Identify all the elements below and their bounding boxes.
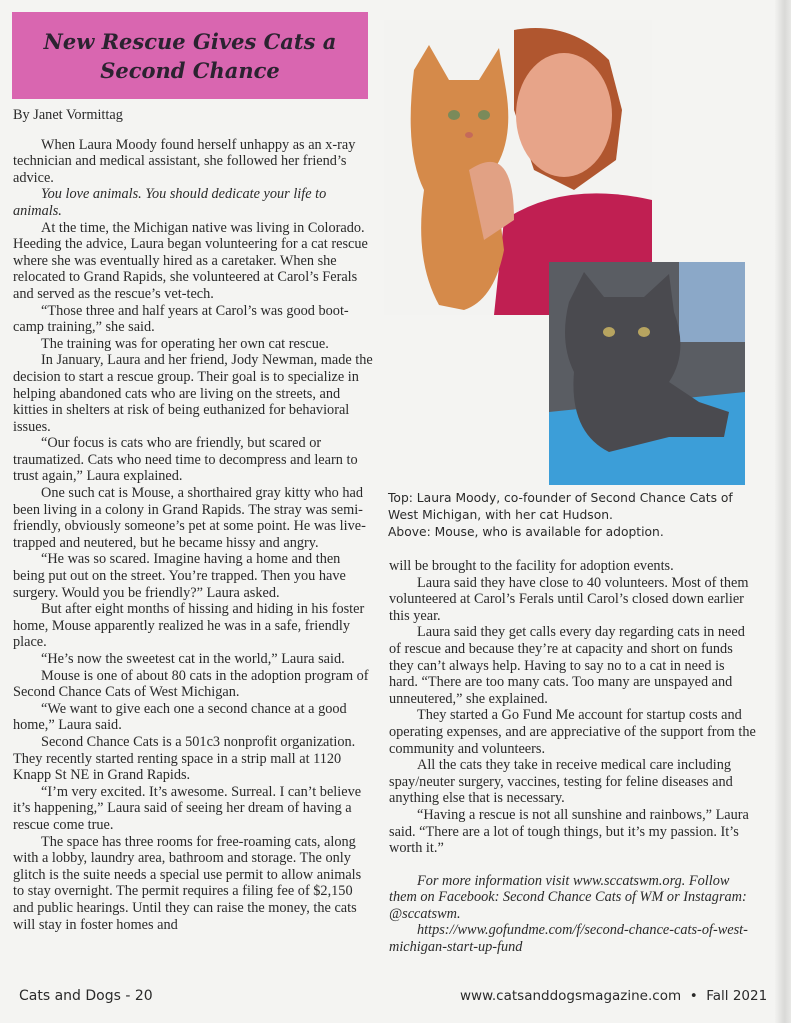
article-title: New Rescue Gives Cats a Second Chance [43,28,337,83]
right-column [389,558,757,956]
gofundme-link[interactable]: https://www.gofundme.com/f/second-chance-cats-of-west-michigan-start-up-fund [389,922,748,956]
paragraph: They started a Go Fund Me account for startup costs and operating expenses, and are appreciative of the support from the community and volunteers. [389,707,756,757]
paragraph: One such cat is Mouse, a shorthaired gray kitty who had been living in a colony in Grand Rapids. The stray was semi-friendly, obviously someone’s pet at some point. He was live-trapped and neutered, but he became hissy and angry. [13,485,366,551]
photo-caption [388,490,758,541]
caption-above: Above: Mouse, who is available for adoption. [388,525,664,539]
paragraph: “Our focus is cats who are friendly, but scared or traumatized. Cats who need time to decompress and learn to trust again,” Laura explained. [13,435,358,485]
photo-illustration [549,262,745,485]
footer-page-number: Cats and Dogs - 20 [19,988,153,1004]
paragraph: “Having a rescue is not all sunshine and rainbows,” Laura said. “There are a lot of tough things, but it’s my passion. It’s worth it.” [389,806,749,857]
info-line: For more information visit www.sccatswm.org. Follow them on Facebook: Second Chance Cats of WM or Instagram: @sccatswm. [389,872,747,922]
paragraph-italic: You love animals. You should dedicate your life to animals. [13,186,327,219]
left-column [13,107,375,933]
paragraph: Mouse is one of about 80 cats in the adoption program of Second Chance Cats of West Michigan. [13,667,369,701]
paragraph: The training was for operating her own cat rescue. [41,335,329,352]
paragraph: “He’s now the sweetest cat in the world,” Laura said. [41,651,345,667]
paragraph: Laura said they get calls every day regarding cats in need of rescue and because they’re at capacity and short on funds they can’t always help. Having to say no to a cat in need is hard. “There are too many cats. Too many are unspayed and unneutered,” she explained. [389,624,745,707]
paragraph: The space has three rooms for free-roaming cats, along with a lobby, laundry area, bathroom and storage. The only glitch is the suite needs a special use permit to allow animals to stay overnight. The permit requires a filing fee of $2,150 and public hearings. Until they can raise the money, the cats will stay in foster homes and [13,833,362,933]
paragraph: All the cats they take in receive medical care including spay/neuter surgery, vaccines, testing for feline diseases and anything else that is necessary. [389,757,733,807]
paragraph: Second Chance Cats is a 501c3 nonprofit organization. They recently started renting space in a strip mall at 1120 Knapp St NE in Grand Rapids. [13,733,356,784]
paragraph: “We want to give each one a second chance at a good home,” Laura said. [13,700,347,734]
paragraph: But after eight months of hissing and hiding in his foster home, Mouse apparently realized he was in a safe, friendly place. [13,601,365,651]
title-banner [12,12,368,99]
photo-mouse-cat [549,262,745,485]
footer-website-issue: www.catsanddogsmagazine.com • Fall 2021 [460,988,768,1004]
paragraph: will be brought to the facility for adoption events. [389,558,674,574]
paragraph: Laura said they have close to 40 volunteers. Most of them volunteered at Carol’s Ferals until Carol’s closed down earlier this year. [389,574,749,624]
paragraph: “Those three and half years at Carol’s was good boot-camp training,” she said. [13,302,349,336]
caption-top: Top: Laura Moody, co-founder of Second Chance Cats of West Michigan, with her cat Hudson. [388,491,733,522]
page-edge [775,0,791,1023]
paragraph: “He was so scared. Imagine having a home and then being put out on the street. You’re trapped. Then you have surgery. Would you be friendly?” Laura asked. [13,551,346,601]
paragraph: “I’m very excited. It’s awesome. Surreal. I can’t believe it’s happening,” Laura said of seeing her dream of having a rescue come true. [13,783,362,833]
paragraph: When Laura Moody found herself unhappy as an x-ray technician and medical assistant, she followed her friend’s advice. [13,136,356,186]
byline: By Janet Vormittag [13,107,123,123]
paragraph: In January, Laura and her friend, Jody Newman, made the decision to start a rescue group. Their goal is to specialize in helping abandoned cats who are living on the streets, and kitties in shelters at risk of being euthanized for behavioral issues. [13,352,373,435]
paragraph: At the time, the Michigan native was living in Colorado. Heeding the advice, Laura began volunteering for a cat rescue where she was eventually hired as a caretaker. When she relocated to Grand Rapids, she volunteered at Carol’s Ferals and served as the rescue’s vet-tech. [13,219,368,302]
